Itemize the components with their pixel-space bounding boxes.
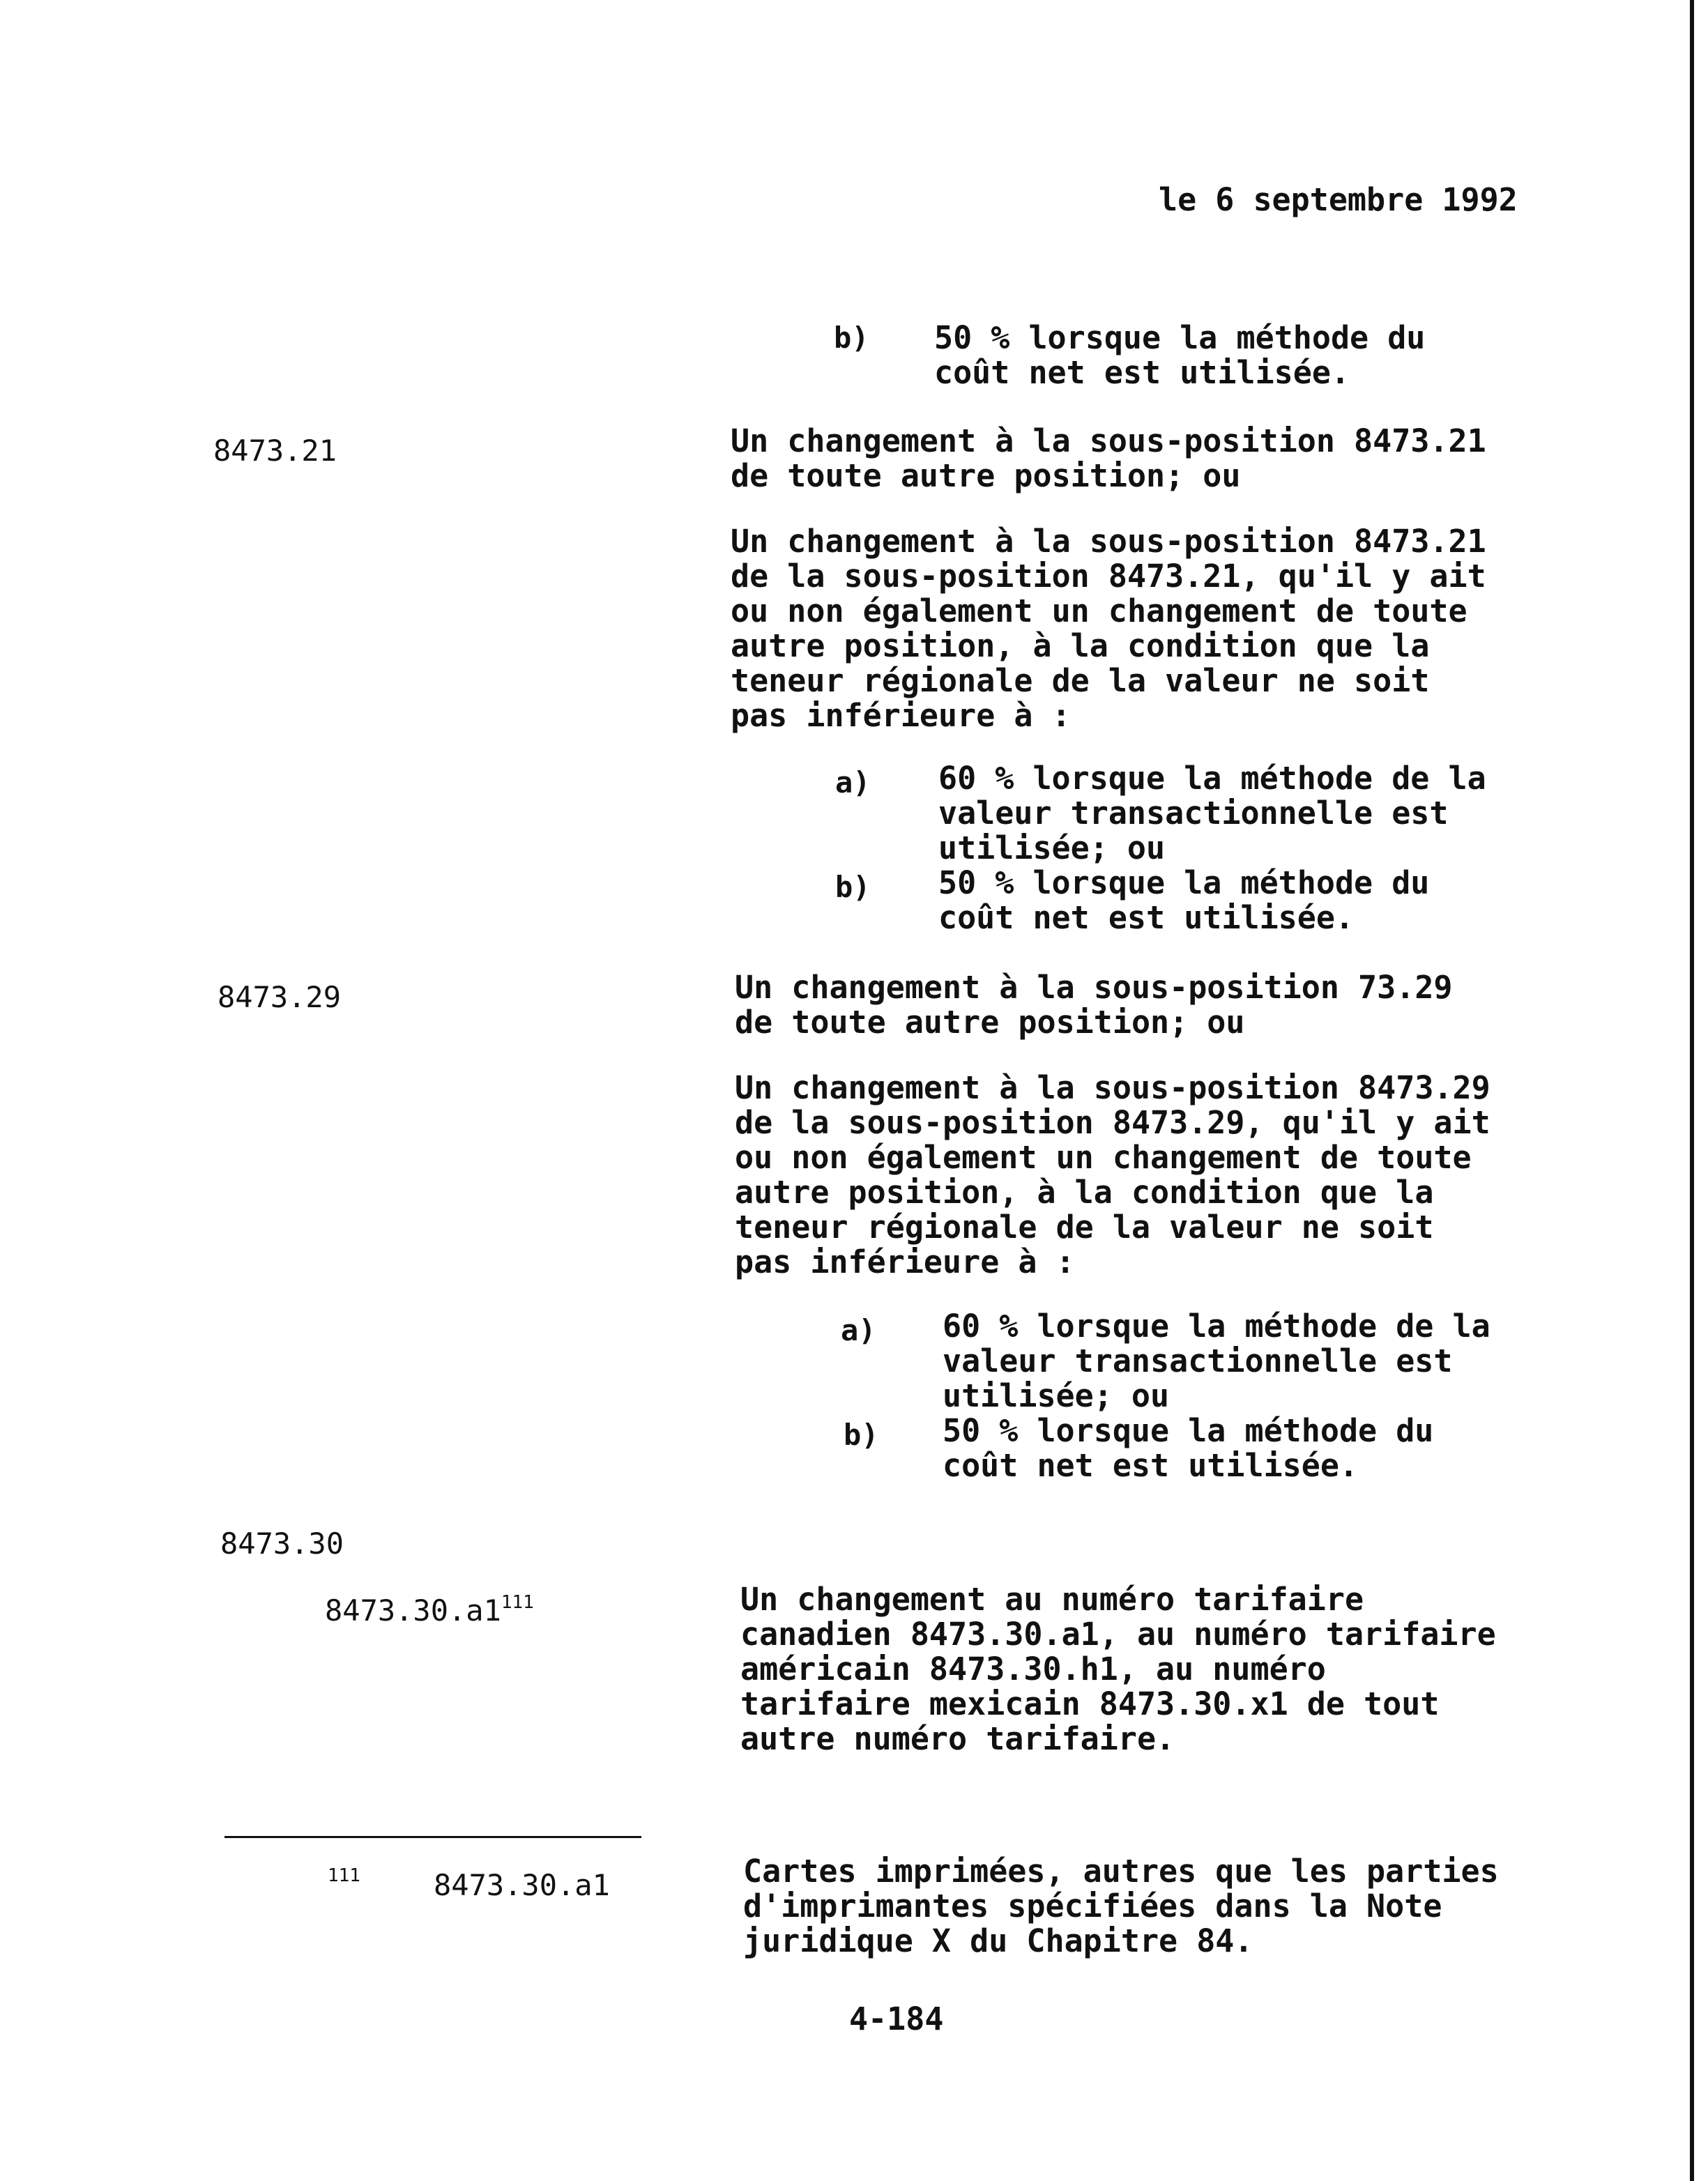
page-edge-shadow [1690,0,1694,2181]
rule-line: Un changement au numéro tarifaire [740,1581,1364,1618]
list-item-line: valeur transactionnelle est [938,795,1449,832]
footnote-code: 8473.30.a1 [434,1868,610,1902]
rule-line: pas inférieure à : [735,1243,1075,1280]
list-item-line: coût net est utilisée. [938,899,1355,936]
rule-line: Un changement à la sous-position 73.29 [735,969,1453,1006]
rule-line: de toute autre position; ou [731,457,1241,494]
rule-line: autre position, à la condition que la [735,1174,1434,1211]
list-marker: b) [844,1418,879,1452]
tariff-subcode: $8473.30.a1^{111}$ [325,1592,534,1628]
list-item-line: valeur transactionnelle est [943,1342,1453,1379]
rule-line: teneur régionale de la valeur ne soit [735,1209,1434,1246]
page-number: 4-184 [849,2000,944,2037]
rule-line: ou non également un changement de toute [735,1139,1472,1176]
rule-line: pas inférieure à : [731,697,1071,734]
list-item-line: utilisée; ou [938,829,1166,866]
footnote-line: juridique X du Chapitre 84. [743,1922,1253,1959]
tariff-code: 8473.21 [213,434,337,468]
footnote-line: Cartes imprimées, autres que les parties [743,1853,1499,1890]
list-item-line: 60 % lorsque la méthode de la [943,1308,1490,1345]
rule-line: autre position, à la condition que la [731,627,1430,664]
list-item-line: utilisée; ou [943,1377,1170,1414]
rule-line: Un changement à la sous-position 8473.21 [731,523,1486,560]
list-marker: a) [835,765,871,799]
list-item-line: 50 % lorsque la méthode du [934,319,1426,356]
rule-line: de la sous-position 8473.29, qu'il y ait [735,1104,1490,1141]
list-item-line: 60 % lorsque la méthode de la [938,760,1486,797]
footnote-number: 111 [328,1865,360,1886]
rule-line: Un changement à la sous-position 8473.29 [735,1069,1490,1106]
rule-line: canadien 8473.30.a1, au numéro tarifaire [740,1616,1496,1653]
list-item-line: 50 % lorsque la méthode du [943,1412,1434,1449]
rule-line: autre numéro tarifaire. [740,1720,1175,1757]
list-item-line: coût net est utilisée. [943,1447,1359,1484]
rule-line: américain 8473.30.h1, au numéro [740,1651,1326,1688]
rule-line: ou non également un changement de toute [731,592,1467,629]
list-item-line: 50 % lorsque la méthode du [938,864,1430,901]
footnote-separator [224,1836,641,1838]
document-date: le 6 septembre 1992 [1159,181,1518,218]
rule-line: tarifaire mexicain 8473.30.x1 de tout [740,1685,1440,1722]
tariff-code: 8473.29 [218,980,342,1014]
footnote-reference: 111 [501,1592,534,1613]
rule-line: Un changement à la sous-position 8473.21 [731,422,1486,459]
tariff-heading: 8473.30 [220,1526,344,1561]
list-item-line: coût net est utilisée. [934,354,1350,391]
rule-line: de toute autre position; ou [735,1004,1245,1041]
list-marker: a) [841,1313,876,1347]
rule-line: de la sous-position 8473.21, qu'il y ait [731,558,1486,595]
list-marker: b) [835,870,871,904]
list-marker: b) [834,321,869,355]
rule-line: teneur régionale de la valeur ne soit [731,662,1430,699]
footnote-line: d'imprimantes spécifiées dans la Note [743,1888,1442,1924]
